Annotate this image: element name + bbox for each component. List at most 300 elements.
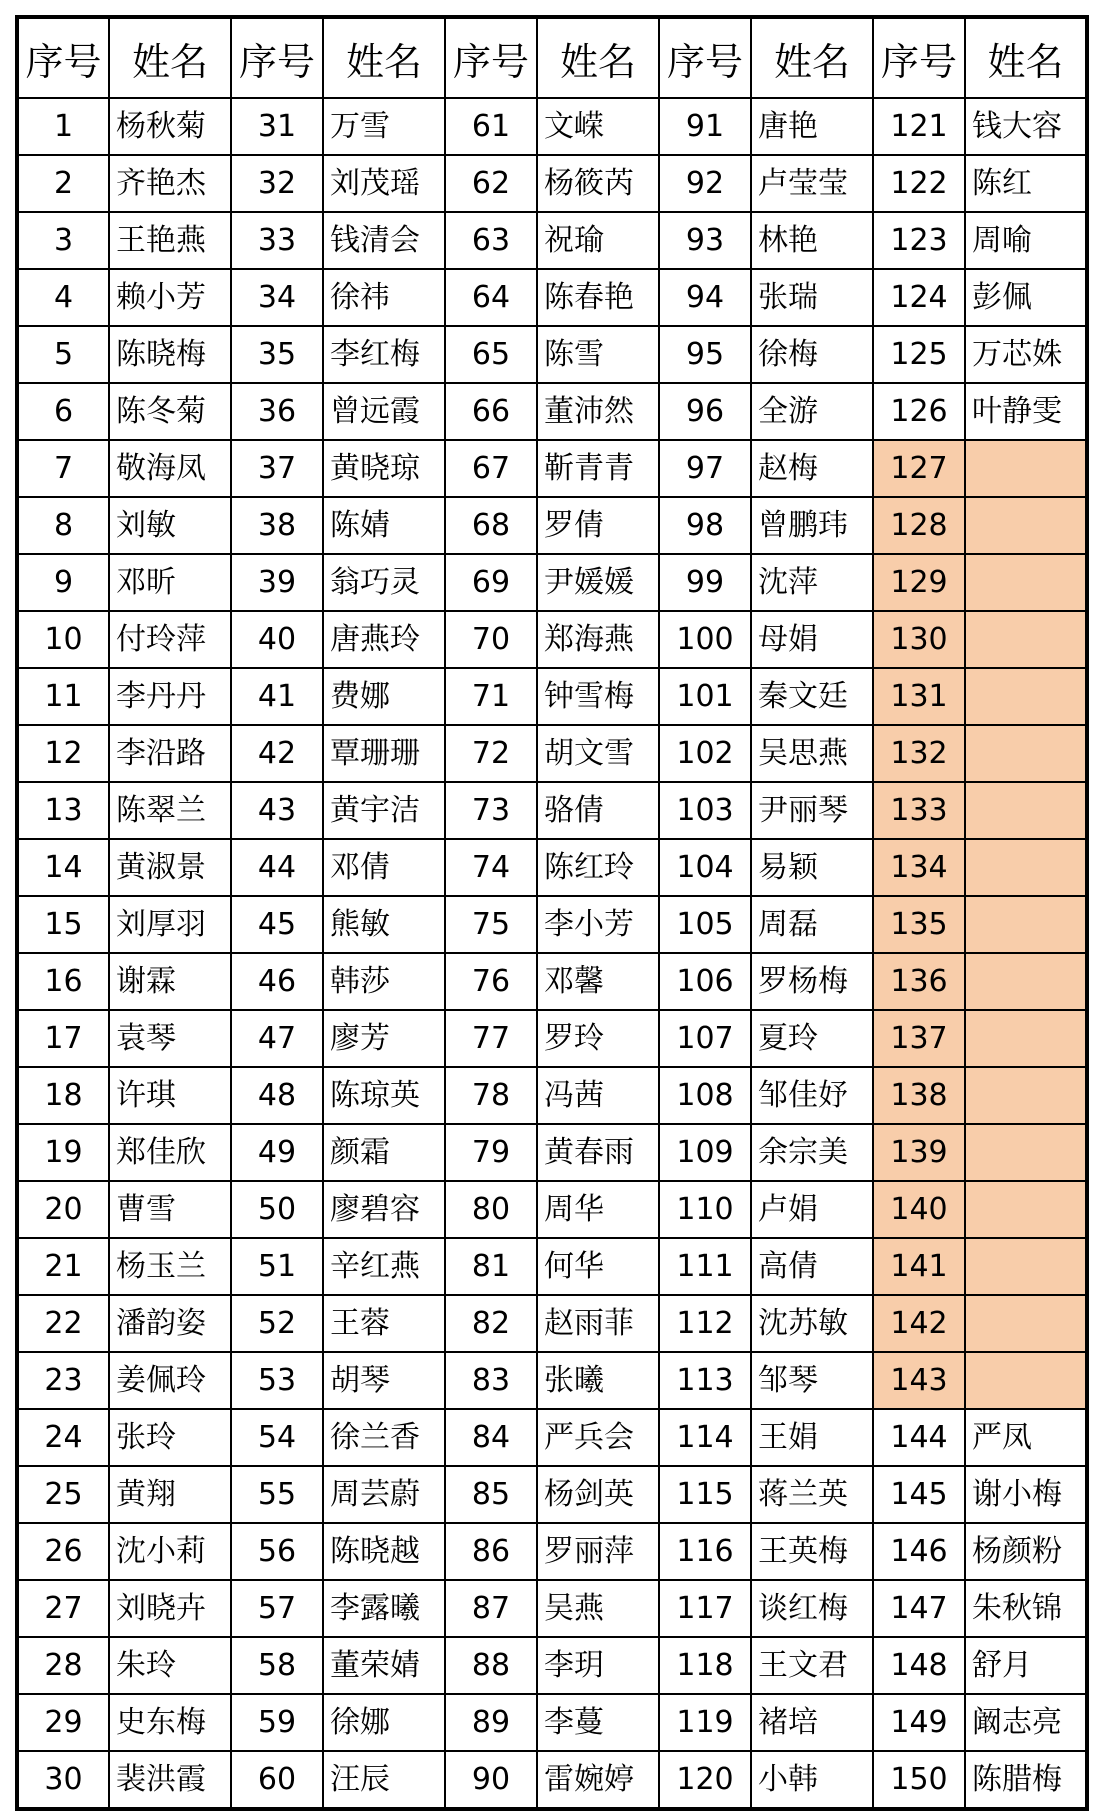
serial-number-cell: 4 bbox=[17, 269, 109, 326]
table-row bbox=[17, 1181, 1087, 1238]
name-cell: 唐艳 bbox=[751, 98, 873, 155]
table-row bbox=[17, 668, 1087, 725]
name-cell: 雷婉婷 bbox=[537, 1751, 659, 1809]
name-cell: 何华 bbox=[537, 1238, 659, 1295]
name-cell: 卢莹莹 bbox=[751, 155, 873, 212]
name-cell: 邓馨 bbox=[537, 953, 659, 1010]
name-cell bbox=[965, 440, 1087, 497]
serial-number-cell: 135 bbox=[873, 896, 965, 953]
serial-number-cell: 106 bbox=[659, 953, 751, 1010]
serial-number-cell: 14 bbox=[17, 839, 109, 896]
name-cell: 陈红 bbox=[965, 155, 1087, 212]
table-row bbox=[17, 782, 1087, 839]
name-cell: 刘厚羽 bbox=[109, 896, 231, 953]
name-cell: 邹佳妤 bbox=[751, 1067, 873, 1124]
name-cell: 黄淑景 bbox=[109, 839, 231, 896]
serial-number-cell: 146 bbox=[873, 1523, 965, 1580]
table-row bbox=[17, 611, 1087, 668]
serial-number-cell: 132 bbox=[873, 725, 965, 782]
name-cell: 万雪 bbox=[323, 98, 445, 155]
serial-number-cell: 112 bbox=[659, 1295, 751, 1352]
name-cell bbox=[965, 1124, 1087, 1181]
serial-number-cell: 47 bbox=[231, 1010, 323, 1067]
name-cell: 严凤 bbox=[965, 1409, 1087, 1466]
name-cell: 杨颜粉 bbox=[965, 1523, 1087, 1580]
serial-number-cell: 36 bbox=[231, 383, 323, 440]
name-cell: 王艳燕 bbox=[109, 212, 231, 269]
name-cell: 李玥 bbox=[537, 1637, 659, 1694]
serial-number-cell: 48 bbox=[231, 1067, 323, 1124]
serial-number-cell: 108 bbox=[659, 1067, 751, 1124]
serial-number-cell: 20 bbox=[17, 1181, 109, 1238]
serial-number-cell: 120 bbox=[659, 1751, 751, 1809]
table-row bbox=[17, 1010, 1087, 1067]
serial-number-cell: 98 bbox=[659, 497, 751, 554]
name-cell: 母娟 bbox=[751, 611, 873, 668]
serial-number-cell: 66 bbox=[445, 383, 537, 440]
name-cell: 李红梅 bbox=[323, 326, 445, 383]
serial-number-cell: 74 bbox=[445, 839, 537, 896]
serial-number-cell: 109 bbox=[659, 1124, 751, 1181]
name-cell bbox=[965, 896, 1087, 953]
name-cell: 辛红燕 bbox=[323, 1238, 445, 1295]
name-cell: 曾远霞 bbox=[323, 383, 445, 440]
name-cell: 易颖 bbox=[751, 839, 873, 896]
serial-number-cell: 79 bbox=[445, 1124, 537, 1181]
name-cell: 吴思燕 bbox=[751, 725, 873, 782]
serial-number-cell: 127 bbox=[873, 440, 965, 497]
table-row bbox=[17, 1352, 1087, 1409]
header-serial-number: 序号 bbox=[873, 17, 965, 98]
serial-number-cell: 78 bbox=[445, 1067, 537, 1124]
table-row bbox=[17, 1124, 1087, 1181]
serial-number-cell: 43 bbox=[231, 782, 323, 839]
serial-number-cell: 39 bbox=[231, 554, 323, 611]
name-cell: 李丹丹 bbox=[109, 668, 231, 725]
name-cell: 杨筱芮 bbox=[537, 155, 659, 212]
serial-number-cell: 113 bbox=[659, 1352, 751, 1409]
name-cell: 杨秋菊 bbox=[109, 98, 231, 155]
serial-number-cell: 97 bbox=[659, 440, 751, 497]
serial-number-cell: 73 bbox=[445, 782, 537, 839]
name-cell: 刘茂瑶 bbox=[323, 155, 445, 212]
name-cell: 罗丽萍 bbox=[537, 1523, 659, 1580]
name-cell: 徐梅 bbox=[751, 326, 873, 383]
serial-number-cell: 117 bbox=[659, 1580, 751, 1637]
name-cell: 邓昕 bbox=[109, 554, 231, 611]
table-row bbox=[17, 1751, 1087, 1809]
table-row bbox=[17, 212, 1087, 269]
name-cell: 祝瑜 bbox=[537, 212, 659, 269]
name-cell bbox=[965, 1238, 1087, 1295]
name-cell: 余宗美 bbox=[751, 1124, 873, 1181]
serial-number-cell: 6 bbox=[17, 383, 109, 440]
serial-number-cell: 25 bbox=[17, 1466, 109, 1523]
name-cell: 王蓉 bbox=[323, 1295, 445, 1352]
serial-number-cell: 67 bbox=[445, 440, 537, 497]
serial-number-cell: 59 bbox=[231, 1694, 323, 1751]
serial-number-cell: 142 bbox=[873, 1295, 965, 1352]
serial-number-cell: 64 bbox=[445, 269, 537, 326]
serial-number-cell: 129 bbox=[873, 554, 965, 611]
name-cell: 刘晓卉 bbox=[109, 1580, 231, 1637]
serial-number-cell: 103 bbox=[659, 782, 751, 839]
name-cell: 李蔓 bbox=[537, 1694, 659, 1751]
serial-number-cell: 118 bbox=[659, 1637, 751, 1694]
serial-number-cell: 95 bbox=[659, 326, 751, 383]
name-cell: 李露曦 bbox=[323, 1580, 445, 1637]
name-cell: 罗杨梅 bbox=[751, 953, 873, 1010]
serial-number-cell: 29 bbox=[17, 1694, 109, 1751]
table-row bbox=[17, 155, 1087, 212]
serial-number-cell: 54 bbox=[231, 1409, 323, 1466]
table-row bbox=[17, 440, 1087, 497]
name-cell: 钟雪梅 bbox=[537, 668, 659, 725]
name-cell: 沈苏敏 bbox=[751, 1295, 873, 1352]
name-cell: 裴洪霞 bbox=[109, 1751, 231, 1809]
name-cell: 陈冬菊 bbox=[109, 383, 231, 440]
table-row bbox=[17, 1295, 1087, 1352]
name-cell: 廖碧容 bbox=[323, 1181, 445, 1238]
serial-number-cell: 137 bbox=[873, 1010, 965, 1067]
serial-number-cell: 68 bbox=[445, 497, 537, 554]
name-cell: 王娟 bbox=[751, 1409, 873, 1466]
name-cell: 赵雨菲 bbox=[537, 1295, 659, 1352]
serial-number-cell: 92 bbox=[659, 155, 751, 212]
name-cell: 黄翔 bbox=[109, 1466, 231, 1523]
name-cell: 小韩 bbox=[751, 1751, 873, 1809]
serial-number-cell: 87 bbox=[445, 1580, 537, 1637]
serial-number-cell: 145 bbox=[873, 1466, 965, 1523]
name-cell: 曾鹏玮 bbox=[751, 497, 873, 554]
serial-number-cell: 32 bbox=[231, 155, 323, 212]
serial-number-cell: 150 bbox=[873, 1751, 965, 1809]
name-cell: 全游 bbox=[751, 383, 873, 440]
serial-number-cell: 28 bbox=[17, 1637, 109, 1694]
name-cell: 齐艳杰 bbox=[109, 155, 231, 212]
name-cell: 汪辰 bbox=[323, 1751, 445, 1809]
name-cell bbox=[965, 1010, 1087, 1067]
serial-number-cell: 110 bbox=[659, 1181, 751, 1238]
name-cell: 陈腊梅 bbox=[965, 1751, 1087, 1809]
serial-number-cell: 19 bbox=[17, 1124, 109, 1181]
serial-number-cell: 134 bbox=[873, 839, 965, 896]
serial-number-cell: 100 bbox=[659, 611, 751, 668]
name-cell: 袁琴 bbox=[109, 1010, 231, 1067]
serial-number-cell: 35 bbox=[231, 326, 323, 383]
name-cell: 李小芳 bbox=[537, 896, 659, 953]
serial-number-cell: 55 bbox=[231, 1466, 323, 1523]
table-row bbox=[17, 383, 1087, 440]
serial-number-cell: 18 bbox=[17, 1067, 109, 1124]
serial-number-cell: 2 bbox=[17, 155, 109, 212]
name-cell: 万芯姝 bbox=[965, 326, 1087, 383]
table-header bbox=[17, 17, 1087, 98]
serial-number-cell: 91 bbox=[659, 98, 751, 155]
name-cell: 严兵会 bbox=[537, 1409, 659, 1466]
name-cell: 周芸蔚 bbox=[323, 1466, 445, 1523]
serial-number-cell: 17 bbox=[17, 1010, 109, 1067]
serial-number-cell: 88 bbox=[445, 1637, 537, 1694]
serial-number-cell: 45 bbox=[231, 896, 323, 953]
table-row bbox=[17, 1637, 1087, 1694]
name-cell: 冯茜 bbox=[537, 1067, 659, 1124]
serial-number-cell: 124 bbox=[873, 269, 965, 326]
name-cell: 费娜 bbox=[323, 668, 445, 725]
name-cell: 朱秋锦 bbox=[965, 1580, 1087, 1637]
serial-number-cell: 122 bbox=[873, 155, 965, 212]
name-cell: 张瑞 bbox=[751, 269, 873, 326]
serial-number-cell: 86 bbox=[445, 1523, 537, 1580]
name-cell: 许琪 bbox=[109, 1067, 231, 1124]
serial-number-cell: 57 bbox=[231, 1580, 323, 1637]
serial-number-cell: 26 bbox=[17, 1523, 109, 1580]
serial-number-cell: 149 bbox=[873, 1694, 965, 1751]
table-row bbox=[17, 725, 1087, 782]
table-row bbox=[17, 1694, 1087, 1751]
name-cell: 潘韵姿 bbox=[109, 1295, 231, 1352]
name-cell bbox=[965, 1181, 1087, 1238]
serial-number-cell: 133 bbox=[873, 782, 965, 839]
serial-number-cell: 42 bbox=[231, 725, 323, 782]
name-cell: 彭佩 bbox=[965, 269, 1087, 326]
name-cell: 颜霜 bbox=[323, 1124, 445, 1181]
serial-number-cell: 76 bbox=[445, 953, 537, 1010]
name-cell: 陈红玲 bbox=[537, 839, 659, 896]
serial-number-cell: 99 bbox=[659, 554, 751, 611]
name-cell: 周喻 bbox=[965, 212, 1087, 269]
name-cell bbox=[965, 1067, 1087, 1124]
name-cell: 杨玉兰 bbox=[109, 1238, 231, 1295]
name-cell: 廖芳 bbox=[323, 1010, 445, 1067]
name-cell: 胡文雪 bbox=[537, 725, 659, 782]
serial-number-cell: 107 bbox=[659, 1010, 751, 1067]
name-cell bbox=[965, 953, 1087, 1010]
name-cell bbox=[965, 1295, 1087, 1352]
name-cell: 沈萍 bbox=[751, 554, 873, 611]
name-cell: 史东梅 bbox=[109, 1694, 231, 1751]
serial-number-cell: 13 bbox=[17, 782, 109, 839]
serial-number-cell: 11 bbox=[17, 668, 109, 725]
header-row bbox=[17, 17, 1087, 98]
name-cell bbox=[965, 839, 1087, 896]
header-name: 姓名 bbox=[751, 17, 873, 98]
name-cell: 阚志亮 bbox=[965, 1694, 1087, 1751]
serial-number-cell: 52 bbox=[231, 1295, 323, 1352]
serial-number-cell: 65 bbox=[445, 326, 537, 383]
serial-number-cell: 34 bbox=[231, 269, 323, 326]
serial-number-cell: 96 bbox=[659, 383, 751, 440]
serial-number-cell: 71 bbox=[445, 668, 537, 725]
table-row bbox=[17, 1409, 1087, 1466]
serial-number-cell: 3 bbox=[17, 212, 109, 269]
name-cell: 林艳 bbox=[751, 212, 873, 269]
header-serial-number: 序号 bbox=[17, 17, 109, 98]
serial-number-cell: 5 bbox=[17, 326, 109, 383]
serial-number-cell: 27 bbox=[17, 1580, 109, 1637]
serial-number-cell: 111 bbox=[659, 1238, 751, 1295]
serial-number-cell: 148 bbox=[873, 1637, 965, 1694]
serial-number-cell: 121 bbox=[873, 98, 965, 155]
name-cell: 周磊 bbox=[751, 896, 873, 953]
serial-number-cell: 116 bbox=[659, 1523, 751, 1580]
name-cell: 叶静雯 bbox=[965, 383, 1087, 440]
serial-number-cell: 123 bbox=[873, 212, 965, 269]
header-name: 姓名 bbox=[109, 17, 231, 98]
serial-number-cell: 41 bbox=[231, 668, 323, 725]
name-cell: 骆倩 bbox=[537, 782, 659, 839]
serial-number-cell: 93 bbox=[659, 212, 751, 269]
header-name: 姓名 bbox=[323, 17, 445, 98]
serial-number-cell: 126 bbox=[873, 383, 965, 440]
serial-number-cell: 138 bbox=[873, 1067, 965, 1124]
serial-number-cell: 94 bbox=[659, 269, 751, 326]
serial-number-cell: 40 bbox=[231, 611, 323, 668]
serial-number-cell: 60 bbox=[231, 1751, 323, 1809]
name-cell: 王文君 bbox=[751, 1637, 873, 1694]
name-cell: 夏玲 bbox=[751, 1010, 873, 1067]
serial-number-cell: 10 bbox=[17, 611, 109, 668]
name-cell: 罗玲 bbox=[537, 1010, 659, 1067]
serial-number-cell: 12 bbox=[17, 725, 109, 782]
name-cell: 付玲萍 bbox=[109, 611, 231, 668]
name-cell: 黄春雨 bbox=[537, 1124, 659, 1181]
name-cell: 吴燕 bbox=[537, 1580, 659, 1637]
serial-number-cell: 37 bbox=[231, 440, 323, 497]
serial-number-cell: 147 bbox=[873, 1580, 965, 1637]
name-cell: 翁巧灵 bbox=[323, 554, 445, 611]
table-row bbox=[17, 326, 1087, 383]
name-cell: 敬海凤 bbox=[109, 440, 231, 497]
name-cell: 邹琴 bbox=[751, 1352, 873, 1409]
serial-number-cell: 70 bbox=[445, 611, 537, 668]
serial-number-cell: 102 bbox=[659, 725, 751, 782]
name-cell: 董荣婧 bbox=[323, 1637, 445, 1694]
name-cell bbox=[965, 725, 1087, 782]
serial-number-cell: 30 bbox=[17, 1751, 109, 1809]
name-cell: 赖小芳 bbox=[109, 269, 231, 326]
serial-number-cell: 21 bbox=[17, 1238, 109, 1295]
serial-number-cell: 114 bbox=[659, 1409, 751, 1466]
name-cell: 蒋兰英 bbox=[751, 1466, 873, 1523]
serial-number-cell: 83 bbox=[445, 1352, 537, 1409]
serial-number-cell: 63 bbox=[445, 212, 537, 269]
name-cell: 唐燕玲 bbox=[323, 611, 445, 668]
name-cell: 谈红梅 bbox=[751, 1580, 873, 1637]
name-cell: 徐祎 bbox=[323, 269, 445, 326]
serial-number-cell: 8 bbox=[17, 497, 109, 554]
serial-number-cell: 49 bbox=[231, 1124, 323, 1181]
serial-number-cell: 141 bbox=[873, 1238, 965, 1295]
table-body bbox=[17, 98, 1087, 1809]
table-row bbox=[17, 497, 1087, 554]
name-cell: 周华 bbox=[537, 1181, 659, 1238]
table-row bbox=[17, 896, 1087, 953]
serial-number-cell: 15 bbox=[17, 896, 109, 953]
serial-number-cell: 139 bbox=[873, 1124, 965, 1181]
serial-number-cell: 77 bbox=[445, 1010, 537, 1067]
serial-number-cell: 75 bbox=[445, 896, 537, 953]
header-serial-number: 序号 bbox=[231, 17, 323, 98]
serial-number-cell: 16 bbox=[17, 953, 109, 1010]
serial-number-cell: 46 bbox=[231, 953, 323, 1010]
name-cell: 李沿路 bbox=[109, 725, 231, 782]
name-cell: 黄宇洁 bbox=[323, 782, 445, 839]
name-cell: 杨剑英 bbox=[537, 1466, 659, 1523]
name-cell bbox=[965, 668, 1087, 725]
serial-number-cell: 51 bbox=[231, 1238, 323, 1295]
roster-table bbox=[15, 15, 1089, 1811]
serial-number-cell: 136 bbox=[873, 953, 965, 1010]
serial-number-cell: 53 bbox=[231, 1352, 323, 1409]
serial-number-cell: 144 bbox=[873, 1409, 965, 1466]
serial-number-cell: 82 bbox=[445, 1295, 537, 1352]
serial-number-cell: 131 bbox=[873, 668, 965, 725]
name-cell: 朱玲 bbox=[109, 1637, 231, 1694]
serial-number-cell: 7 bbox=[17, 440, 109, 497]
serial-number-cell: 85 bbox=[445, 1466, 537, 1523]
table-row bbox=[17, 953, 1087, 1010]
name-cell: 刘敏 bbox=[109, 497, 231, 554]
serial-number-cell: 115 bbox=[659, 1466, 751, 1523]
name-cell: 罗倩 bbox=[537, 497, 659, 554]
serial-number-cell: 24 bbox=[17, 1409, 109, 1466]
name-cell bbox=[965, 1352, 1087, 1409]
serial-number-cell: 119 bbox=[659, 1694, 751, 1751]
name-cell: 胡琴 bbox=[323, 1352, 445, 1409]
table-row bbox=[17, 839, 1087, 896]
name-cell: 卢娟 bbox=[751, 1181, 873, 1238]
name-cell: 钱大容 bbox=[965, 98, 1087, 155]
serial-number-cell: 1 bbox=[17, 98, 109, 155]
name-cell bbox=[965, 611, 1087, 668]
name-cell: 靳青青 bbox=[537, 440, 659, 497]
name-cell bbox=[965, 554, 1087, 611]
name-cell: 陈翠兰 bbox=[109, 782, 231, 839]
serial-number-cell: 22 bbox=[17, 1295, 109, 1352]
name-cell: 赵梅 bbox=[751, 440, 873, 497]
name-cell: 邓倩 bbox=[323, 839, 445, 896]
header-name: 姓名 bbox=[537, 17, 659, 98]
name-cell: 钱清会 bbox=[323, 212, 445, 269]
serial-number-cell: 101 bbox=[659, 668, 751, 725]
name-cell: 覃珊珊 bbox=[323, 725, 445, 782]
serial-number-cell: 44 bbox=[231, 839, 323, 896]
serial-number-cell: 50 bbox=[231, 1181, 323, 1238]
table-row bbox=[17, 1580, 1087, 1637]
serial-number-cell: 89 bbox=[445, 1694, 537, 1751]
name-cell: 韩莎 bbox=[323, 953, 445, 1010]
serial-number-cell: 72 bbox=[445, 725, 537, 782]
name-cell: 郑海燕 bbox=[537, 611, 659, 668]
name-cell: 舒月 bbox=[965, 1637, 1087, 1694]
serial-number-cell: 61 bbox=[445, 98, 537, 155]
serial-number-cell: 80 bbox=[445, 1181, 537, 1238]
name-cell: 谢霖 bbox=[109, 953, 231, 1010]
serial-number-cell: 125 bbox=[873, 326, 965, 383]
serial-number-cell: 105 bbox=[659, 896, 751, 953]
header-name: 姓名 bbox=[965, 17, 1087, 98]
name-cell: 陈晓梅 bbox=[109, 326, 231, 383]
name-cell: 郑佳欣 bbox=[109, 1124, 231, 1181]
name-cell: 尹媛媛 bbox=[537, 554, 659, 611]
name-cell: 熊敏 bbox=[323, 896, 445, 953]
serial-number-cell: 58 bbox=[231, 1637, 323, 1694]
serial-number-cell: 128 bbox=[873, 497, 965, 554]
header-serial-number: 序号 bbox=[659, 17, 751, 98]
name-cell: 陈春艳 bbox=[537, 269, 659, 326]
name-cell: 王英梅 bbox=[751, 1523, 873, 1580]
